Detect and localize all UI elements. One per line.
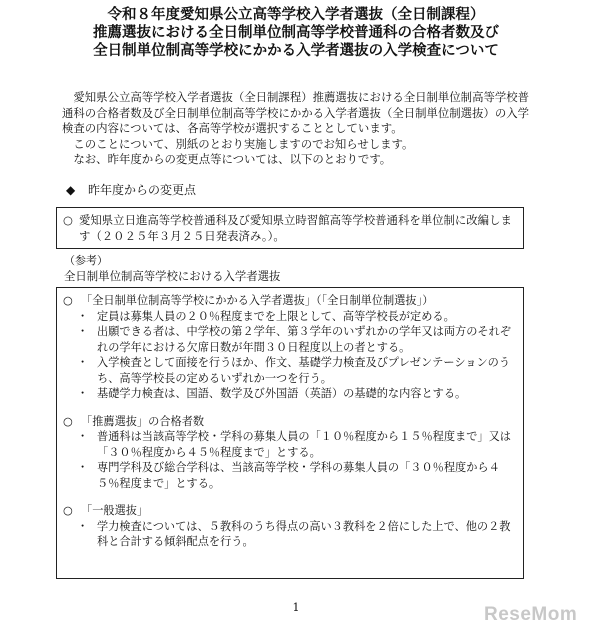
intro-text [62, 90, 540, 168]
intro-paragraph-3: なお、昨年度からの変更点等については、以下のとおりです。 [73, 152, 392, 166]
bullet-icon: ・ [77, 309, 89, 323]
list-item: ・ 出願できる者は、中学校の第２学年、第３学年のいずれかの学年又は両方のそれぞれの学年における欠席日数が年間３０日程度以上の者とする。 [77, 325, 511, 354]
intro-paragraph-2: このことについて、別紙のとおり実施しますのでお知らせします。 [73, 136, 414, 151]
list-item: ・ 普通科は当該高等学校・学科の募集人員の「１０％程度から１５％程度まで」又は「３０％程度から４５％程度まで」とする。 [77, 430, 511, 459]
section-title: 「一般選抜」 [81, 504, 149, 517]
title-line-3: 全日制単位制高等学校にかかる入学者選抜の入学検査について [93, 43, 499, 59]
circle-icon: ○ [63, 414, 73, 428]
circle-icon: ○ [63, 294, 73, 307]
changes-box [56, 207, 524, 249]
section-title: 「推薦選抜」の合格者数 [81, 414, 205, 428]
title-line-1: 令和８年度愛知県公立高等学校入学者選抜（全日制課程） [107, 7, 485, 23]
reference-label: （参考） [64, 254, 108, 267]
section-unit-system-selection [63, 293, 517, 402]
title-line-2: 推薦選抜における全日制単位制高等学校普通科の合格者数及び [93, 25, 499, 41]
document-title [60, 6, 532, 60]
bullet-icon: ・ [77, 519, 89, 533]
bullet-icon: ・ [77, 461, 89, 474]
bullet-icon: ・ [77, 387, 89, 400]
intro-paragraph-1: 愛知県公立高等学校入学者選抜（全日制課程）推薦選抜における全日制単位制高等学校普通科の合格者数及び全日制単位制高等学校にかかる入学者選抜（全日制単位制選抜）の入学検査の内容については、各高等学校が選択することとしています。 [62, 90, 530, 135]
changes-text: 愛知県立日進高等学校普通科及び愛知県立時習館高等学校普通科を単位制に改編します（２０２５年３月２５日発表済み。）。 [79, 213, 512, 243]
changes-heading-text: 昨年度からの変更点 [88, 183, 197, 197]
reference-box [56, 287, 524, 579]
diamond-icon: ◆ [66, 183, 76, 197]
bullet-icon: ・ [77, 430, 89, 443]
bullet-icon: ・ [77, 356, 89, 369]
circle-icon: ○ [63, 213, 73, 227]
section-title: 「全日制単位制高等学校にかかる入学者選抜」（「全日制単位制選抜」） [81, 294, 434, 307]
bullet-icon: ・ [77, 325, 89, 338]
reference-title: 全日制単位制高等学校における入学者選抜 [64, 269, 281, 283]
list-item: ・ 基礎学力検査は、国語、数学及び外国語（英語）の基礎的な内容とする。 [77, 387, 467, 400]
page-number: 1 [292, 601, 300, 614]
list-item: ・ 専門学科及び総合学科は、当該高等学校・学科の募集人員の「３０％程度から４５％程度まで」とする。 [77, 461, 500, 490]
resemom-logo: ReseMom [484, 604, 578, 625]
section-general-selection [63, 503, 517, 550]
section-recommendation-selection [63, 414, 517, 492]
circle-icon: ○ [63, 504, 73, 517]
list-item: ・ 入学検査として面接を行うほか、作文、基礎学力検査及びプレゼンテーションのうち、高等学校長の定めるいずれか一つを行う。 [77, 356, 511, 385]
list-item: ・ 定員は募集人員の２０％程度までを上限として、高等学校長が定める。 [77, 309, 455, 323]
changes-heading [66, 183, 196, 198]
list-item: ・ 学力検査については、５教科のうち得点の高い３教科を２倍にした上で、他の２教科と合計する傾斜配点を行う。 [77, 519, 511, 548]
